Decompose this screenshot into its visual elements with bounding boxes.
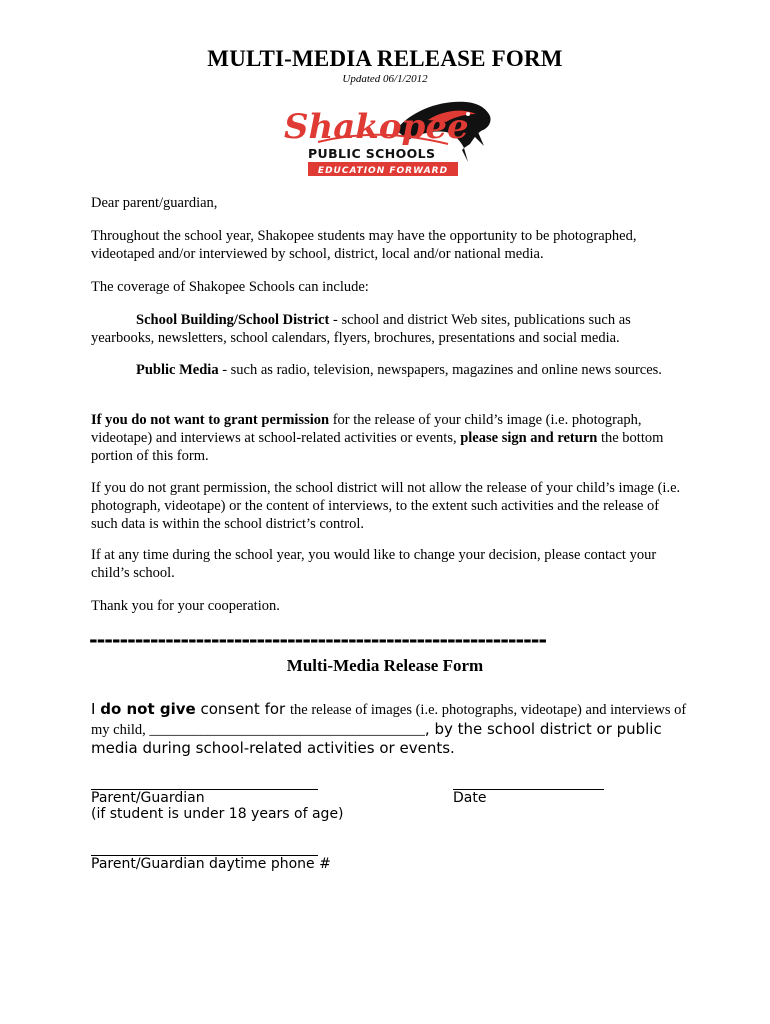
cut-line-divider: ------------------------------------------------------------ (89, 628, 546, 652)
age-note-label: (if student is under 18 years of age) (91, 806, 344, 822)
permission-text-1: for the release of your child’s image (i.e. photograph, videotape) and interviews at school-related activities or events, (91, 412, 642, 446)
school-coverage-heading: School Building/School District (136, 312, 330, 328)
public-media-heading: Public Media (136, 362, 219, 378)
phone-label: Parent/Guardian daytime phone # (91, 856, 331, 872)
consent-for: consent for (195, 700, 290, 718)
consent-statement (91, 700, 691, 759)
school-coverage-paragraph (91, 311, 681, 347)
salutation: Dear parent/guardian, (91, 195, 218, 211)
change-decision-paragraph: If at any time during the school year, you would like to change your decision, please contact your child’s school. (91, 547, 657, 581)
parent-guardian-label: Parent/Guardian (91, 790, 205, 806)
thanks-paragraph: Thank you for your cooperation. (91, 598, 280, 614)
page-title: MULTI-MEDIA RELEASE FORM (207, 46, 563, 71)
public-media-text: - such as radio, television, newspapers, magazines and online news sources. (218, 362, 662, 378)
consent-end: , by the school district or public media during school-related activities or events. (91, 719, 662, 757)
permission-bold-1: If you do not want to grant permission (91, 412, 330, 428)
consent-do-not-give: do not give (100, 700, 196, 718)
permission-bold-2: please sign and return (460, 430, 598, 446)
public-media-paragraph (91, 361, 681, 379)
coverage-intro: The coverage of Shakopee Schools can include: (91, 279, 369, 295)
school-coverage-text: - school and district Web sites, publications such as yearbooks, newsletters, school calendars, flyers, brochures, presentations and social media. (91, 312, 631, 346)
logo-name: Shakopee (284, 107, 469, 147)
intro-paragraph: Throughout the school year, Shakopee students may have the opportunity to be photographed, videotaped and/or interviewed by school, district, local and/or national media. (91, 228, 637, 262)
no-grant-paragraph: If you do not grant permission, the school district will not allow the release of your child’s image (i.e. photograph, videotape) or the content of interviews, to the extent such activities and the release of such data is within the school district’s control. (91, 480, 681, 532)
permission-paragraph (91, 411, 681, 465)
consent-i: I (91, 700, 101, 718)
permission-text-2: the bottom portion of this form. (91, 430, 664, 464)
form-title: Multi-Media Release Form (286, 656, 484, 675)
shakopee-logo (278, 92, 492, 180)
updated-date: Updated 06/1/2012 (342, 73, 428, 85)
date-label: Date (453, 790, 487, 806)
child-name-field[interactable]: ______________________________________ (149, 721, 425, 738)
consent-release-text: the release of images (i.e. photographs, videotape) and interviews of my child, (91, 702, 687, 738)
logo-public-schools: PUBLIC SCHOOLS (308, 146, 436, 161)
logo-tagline: EDUCATION FORWARD (317, 166, 449, 176)
